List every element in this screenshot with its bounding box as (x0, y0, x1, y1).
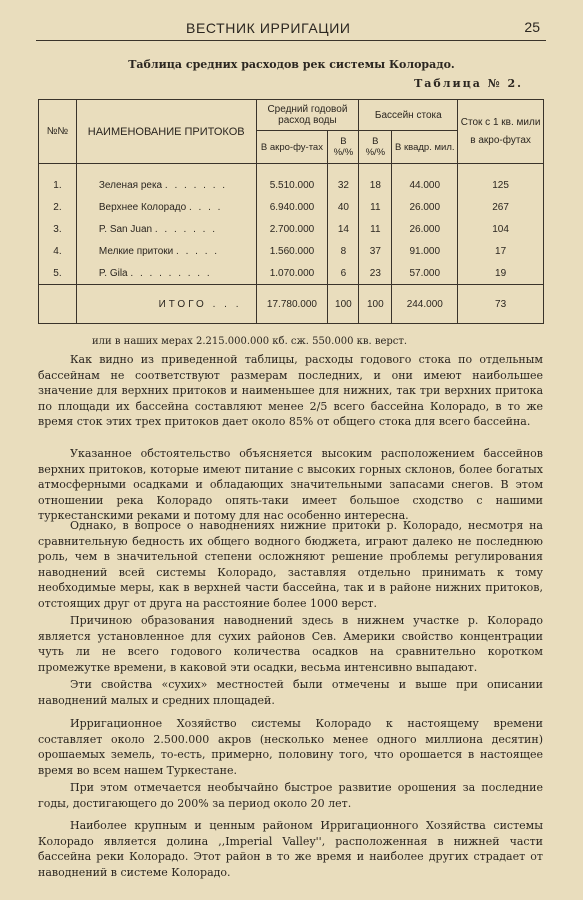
basin-sqmi: 57.000 (392, 262, 458, 285)
table-row (39, 240, 544, 262)
basin-sqmi: 26.000 (392, 196, 458, 218)
flow-pct: 8 (328, 240, 359, 262)
flow-af: 1.070.000 (256, 262, 328, 285)
header-num: №№ (39, 100, 77, 164)
river-name: P. Gila . . . . . . . . . (76, 262, 256, 285)
rivers-table (38, 99, 544, 324)
river-name: Зеленая река . . . . . . . (76, 174, 256, 196)
row-number: 4. (39, 240, 77, 262)
basin-sqmi: 91.000 (392, 240, 458, 262)
page-header (36, 18, 546, 41)
paragraph: Наиболее крупным и ценным районом Ирригационного Хозяйства системы Колорадо является долина ,,Imperial Valley'', расположенная в нижней части бассейна реки Колорадо. Этот район в то же время и наиболее других страдает от наводнений в системе Колорадо. (38, 819, 543, 879)
flow-af: 1.560.000 (256, 240, 328, 262)
runoff: 267 (458, 196, 544, 218)
flow-pct: 6 (328, 262, 359, 285)
table-row (39, 196, 544, 218)
journal-title: ВЕСТНИК ИРРИГАЦИИ (186, 20, 351, 36)
flow-af: 2.700.000 (256, 218, 328, 240)
flow-pct: 32 (328, 174, 359, 196)
header-runoff: Сток с 1 кв. мили в акро-футах (458, 100, 544, 164)
row-number: 3. (39, 218, 77, 240)
table-row (39, 174, 544, 196)
basin-pct: 11 (359, 196, 392, 218)
total-basin-sqmi: 244.000 (392, 285, 458, 324)
basin-sqmi: 26.000 (392, 218, 458, 240)
total-flow-af: 17.780.000 (256, 285, 328, 324)
header-basin: Бассейн стока (359, 100, 458, 131)
paragraph: Указанное обстоятельство объясняется высоким расположением бассейнов верхних притоков, которые имеют питание с высоких горных склонов, более богатых атмосферными осадками и обладающих значительными запасами снегов. В этом отношении река Колорадо опять-таки имеет большое сходство с нашими туркестанскими реками и потому для нас особенно интересна. (38, 447, 543, 523)
table-total-row (39, 285, 544, 324)
table-number: Таблица № 2. (414, 77, 523, 90)
river-name: P. San Juan . . . . . . . (76, 218, 256, 240)
paragraph: Ирригационное Хозяйство системы Колорадо к настоящему времени составляет около 2.500.000 акров (несколько менее одного миллиона десятин) орошаемых земель, то-есть, примерно, половину того, что орошается в настоящее время во всем нашем Туркестане. (38, 717, 543, 777)
header-flow-af: В акро-фу-тах (256, 131, 328, 164)
basin-pct: 18 (359, 174, 392, 196)
runoff: 19 (458, 262, 544, 285)
flow-pct: 40 (328, 196, 359, 218)
total-flow-pct: 100 (328, 285, 359, 324)
total-label: ИТОГО . . . (76, 285, 256, 324)
paragraph: Эти свойства «сухих» местностей были отмечены и выше при описании наводнений малых и средних площадей. (38, 678, 543, 707)
total-runoff: 73 (458, 285, 544, 324)
runoff: 17 (458, 240, 544, 262)
flow-af: 6.940.000 (256, 196, 328, 218)
total-basin-pct: 100 (359, 285, 392, 324)
table-footnote: или в наших мерах 2.215.000.000 кб. сж. 550.000 кв. верст. (92, 336, 408, 347)
row-number: 2. (39, 196, 77, 218)
row-number: 5. (39, 262, 77, 285)
paragraph: Причиною образования наводнений здесь в нижнем участке р. Колорадо является установленное для сухих районов Сев. Америки свойство концентрации чуть ли не всего годового количества осадков на сравнительно коротком промежутке времени, в каковой эти осадки, весьма интенсивно выпадают. (38, 614, 543, 674)
basin-pct: 11 (359, 218, 392, 240)
runoff: 104 (458, 218, 544, 240)
table-row (39, 218, 544, 240)
paragraph: Однако, в вопросе о наводнениях нижние притоки р. Колорадо, несмотря на сравнительную бедность их общего водного бюджета, играют далеко не последнюю роль, чем в значительной степени осложняют решение проблемы регулирования наводнений всей системы Колорадо, заставляя отдельно принимать к тому необходимые меры, как в верхней части бассейна, так и в районе нижних притоков, отстоящих друг от друга на расстояние более 1000 верст. (38, 519, 543, 610)
flow-pct: 14 (328, 218, 359, 240)
basin-pct: 37 (359, 240, 392, 262)
paragraph: При этом отмечается необычайно быстрое развитие орошения за последние годы, достигающего до 200% за период около 20 лет. (38, 781, 543, 810)
header-flow-pct: В %/% (328, 131, 359, 164)
basin-pct: 23 (359, 262, 392, 285)
runoff: 125 (458, 174, 544, 196)
river-name: Верхнее Колорадо . . . . (76, 196, 256, 218)
basin-sqmi: 44.000 (392, 174, 458, 196)
header-name: НАИМЕНОВАНИЕ ПРИТОКОВ (76, 100, 256, 164)
table-title: Таблица средних расходов рек системы Колорадо. (128, 58, 455, 71)
header-basin-sqmi: В квадр. мил. (392, 131, 458, 164)
flow-af: 5.510.000 (256, 174, 328, 196)
row-number: 1. (39, 174, 77, 196)
table-row (39, 262, 544, 285)
header-basin-pct: В %/% (359, 131, 392, 164)
header-flow: Средний годовой расход воды (256, 100, 359, 131)
page-number: 25 (524, 19, 540, 35)
paragraph: Как видно из приведенной таблицы, расходы годового стока по отдельным бассейнам не соответствуют размерам последних, и они имеют наибольшее значение для верхних притоков и наименьшее для нижних, так три верхних притока по площади их бассейна составляют менее 2/5 всего бассейна Колорадо, в то же время сток этих трех притоков дает около 85% от общего стока для всего бассейна. (38, 353, 543, 429)
river-name: Мелкие притоки . . . . . (76, 240, 256, 262)
